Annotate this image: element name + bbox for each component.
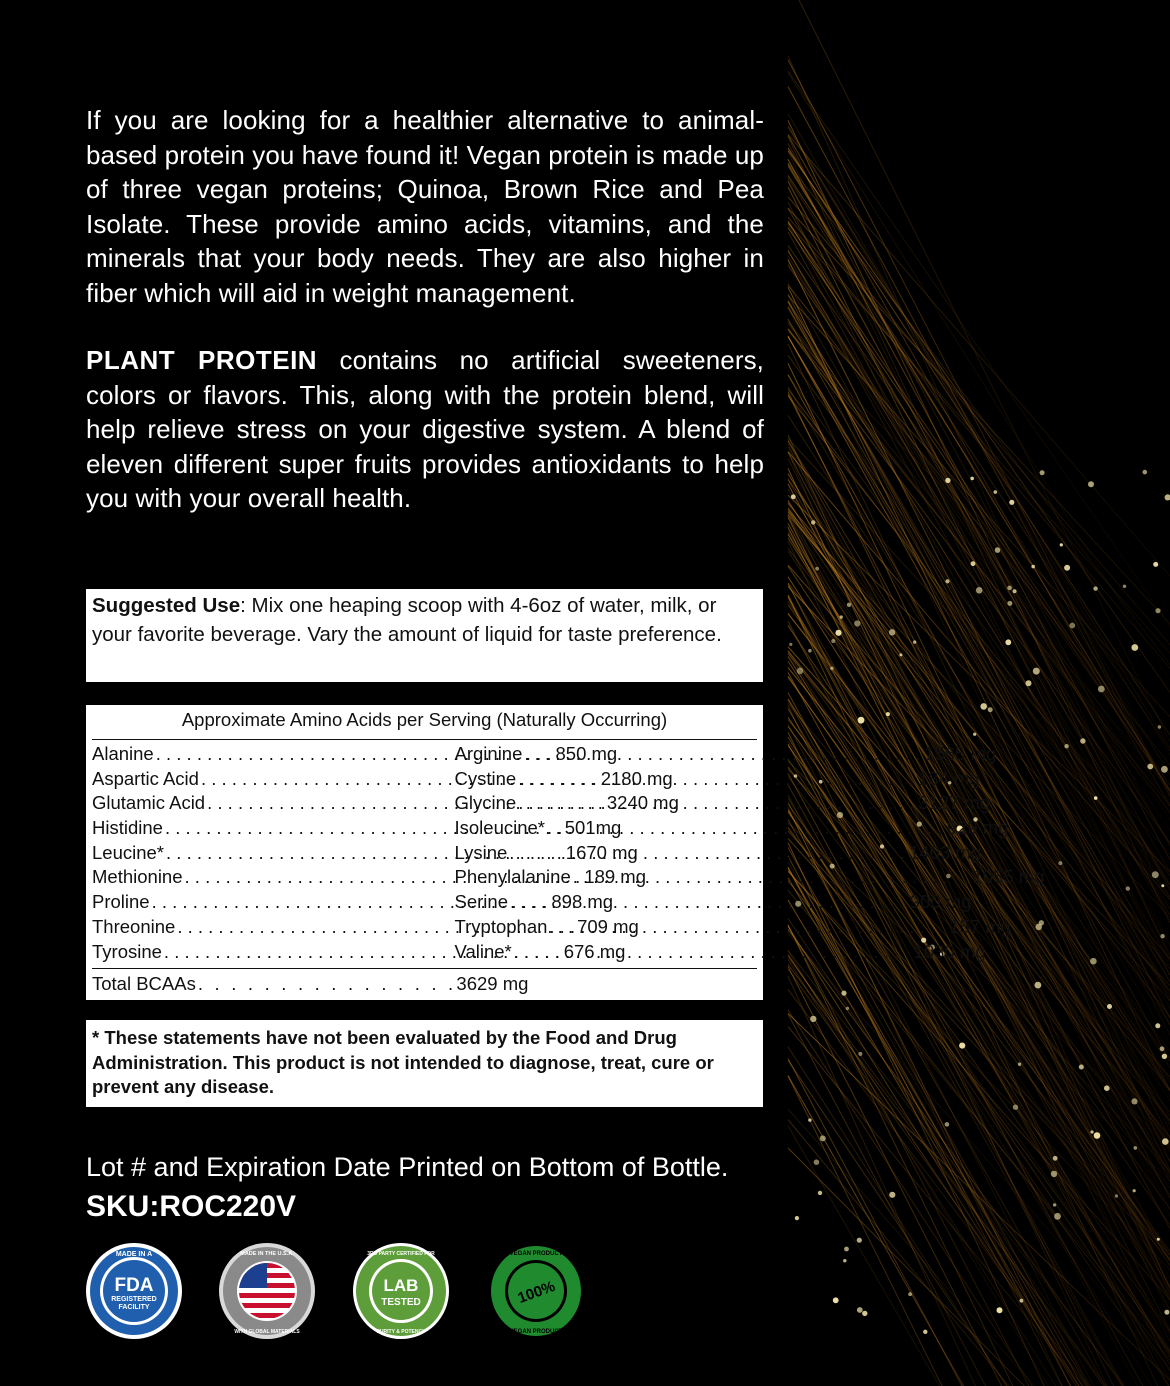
amino-value: 1403 mg (909, 841, 982, 863)
sparkle-dot (889, 629, 895, 635)
sparkle-dot (1165, 494, 1170, 500)
sparkle-dot (1018, 1063, 1021, 1066)
amino-value: 157 mg (949, 915, 1011, 937)
sparkle-dot (1088, 481, 1094, 487)
sparkle-dot (1164, 1310, 1169, 1315)
sparkle-dot (1147, 764, 1153, 770)
sparkle-dot (1013, 589, 1017, 593)
leader-dots (164, 841, 562, 866)
sparkle-dot (945, 478, 950, 483)
sparkle-dot (857, 1307, 863, 1313)
sparkle-dot (808, 649, 812, 653)
intro-paragraph-2-text: contains no artificial sweeteners, colors or flavors. This, along with the protein blend, will help relieve stress on your digestive system. A blend of eleven different super fruits provides antioxidants to help you with your overall health. (86, 345, 765, 514)
sparkle-dot (889, 1192, 895, 1198)
sparkle-dot (840, 615, 843, 618)
sparkle-dot (973, 733, 976, 736)
amino-name: Methionine (92, 866, 183, 888)
amino-name: Cystine (454, 767, 517, 789)
lab-tested-badge (351, 1241, 451, 1341)
sparkle-dot (1064, 744, 1068, 748)
amino-value: 1670 mg (565, 841, 638, 863)
sparkle-dot (1152, 871, 1159, 878)
sparkle-dot (1054, 1213, 1061, 1220)
sparkle-dot (1098, 686, 1105, 693)
sparkle-dot (1158, 725, 1161, 728)
amino-value: 184 mg (917, 767, 980, 789)
sku-code: SKU:ROC220V (86, 1190, 297, 1223)
sparkle-dot (980, 703, 987, 710)
amino-name: Histidine (92, 817, 163, 839)
intro-paragraph-2 (86, 343, 764, 516)
sparkle-dot (1005, 639, 1011, 645)
amino-value: 2180 mg (600, 767, 673, 789)
sparkle-dot (846, 1007, 849, 1010)
light-ray (788, 245, 1170, 789)
sparkle-dot (841, 991, 846, 996)
sparkle-dot (858, 1052, 862, 1056)
amino-name: Tryptophan (454, 915, 548, 937)
fda-disclaimer-box: * These statements have not been evaluated by the Food and Drug Administration. This product is not intended to diagnose, treat, cure or prevent any disease. (86, 1020, 763, 1107)
sparkle-dot (1035, 982, 1042, 989)
sparkle-dot (988, 707, 993, 712)
sparkle-dot (835, 630, 841, 636)
sparkle-dot (1143, 470, 1148, 475)
amino-name: Glutamic Acid (92, 792, 206, 814)
fda-badge-top-text: MADE IN A (115, 1251, 153, 1258)
sparkle-dot (1007, 601, 1012, 606)
sparkle-dot (1160, 934, 1164, 938)
sparkle-dot (1060, 543, 1063, 546)
sparkle-dot (908, 1292, 912, 1296)
sparkle-dot (818, 1191, 822, 1195)
usa-badge-top-text: MADE IN THE U.S.A. (240, 1251, 294, 1257)
sparkle-dot (994, 490, 998, 494)
amino-name: Serine (454, 891, 508, 913)
sparkle-dot (976, 587, 983, 594)
sparkle-dot (1160, 1046, 1165, 1051)
amino-value: 850 mg (555, 743, 618, 764)
leader-dots (183, 865, 581, 890)
amino-value: 501mg (564, 817, 622, 839)
sparkle-dot (899, 653, 902, 656)
amino-value: 898 mg (551, 891, 614, 913)
sparkle-dot (789, 643, 792, 646)
sparkle-dot (811, 520, 815, 524)
sparkle-dot (1090, 958, 1097, 965)
fda-badge-sub1: REGISTERED (111, 1296, 157, 1303)
amino-value: 929 mg (946, 817, 1009, 839)
amino-name: Tyrosine (92, 940, 162, 962)
sparkle-dot (945, 1122, 950, 1127)
amino-value: 1565 mg (924, 743, 997, 764)
sparkle-dot (913, 640, 916, 643)
sparkle-dot (1020, 1299, 1024, 1303)
leader-dots (150, 890, 548, 915)
sparkle-dot (1094, 1132, 1101, 1139)
sparkle-dot (854, 620, 860, 626)
sparkle-dot (1026, 680, 1032, 686)
sparkle-dot (1094, 796, 1098, 800)
suggested-use-text: : Mix one heaping scoop with 4-6oz of water, milk, or your favorite beverage. Vary the amount of liquid for taste preference. (92, 594, 722, 646)
sparkle-dot (1033, 668, 1040, 675)
sparkle-dot (808, 1118, 811, 1121)
sparkle-dot (1107, 1004, 1112, 1009)
sparkle-dot (1162, 1054, 1167, 1059)
sparkle-dot (971, 561, 976, 566)
sparkle-dot (1126, 886, 1130, 890)
sparkle-dot (886, 712, 890, 716)
sparkle-dot (843, 1259, 846, 1262)
sparkle-dot (1104, 1085, 1110, 1091)
sparkle-dot (1053, 1156, 1058, 1161)
sparkle-dot (1069, 623, 1075, 629)
sparkle-dot (923, 1330, 927, 1334)
sparkle-dot (1153, 562, 1158, 567)
amino-value: 1030 mg (913, 940, 986, 962)
leader-dots (154, 742, 552, 767)
amino-value: 900 mg (909, 891, 972, 913)
sparkle-dot (1053, 1203, 1056, 1206)
fda-badge-main-text: FDA (114, 1275, 154, 1296)
vegan-badge-top-text: VEGAN PRODUCT (509, 1251, 563, 1257)
sparkle-dot (810, 1016, 816, 1022)
total-bcaa-row: Total BCAAs . . . . . . . . . . . . . . . . 3629 mg (92, 969, 408, 999)
amino-name: Glycine (454, 792, 517, 814)
vegan-badge-main: 100% (515, 1277, 558, 1307)
amino-name: Arginine (454, 743, 523, 764)
sparkle-dot (820, 1135, 826, 1141)
sparkle-dot (1161, 766, 1168, 773)
sparkle-dot (1155, 608, 1160, 613)
vegan-product-badge (486, 1241, 586, 1341)
amino-value: 3127 mg (917, 792, 990, 814)
amino-acid-table (86, 705, 1045, 1000)
sparkle-dot (795, 1216, 799, 1220)
sparkle-dot (1051, 1171, 1057, 1177)
sparkle-dot (1013, 1105, 1018, 1110)
plant-protein-heading: PLANT PROTEIN (86, 345, 318, 375)
total-bcaa-label: Total BCAAs (92, 973, 196, 995)
lab-badge-main1: LAB (383, 1276, 419, 1295)
vegan-badge-bottom-text: VEGAN PRODUCT (509, 1329, 563, 1335)
sparkle-dot (995, 547, 1001, 553)
sparkle-dot (1039, 920, 1044, 925)
amino-table-heading: Approximate Amino Acids per Serving (Naturally Occurring) (92, 705, 757, 740)
leader-dots (162, 940, 560, 965)
sparkle-dot (959, 1043, 965, 1049)
amino-value: 3240 mg (606, 792, 679, 814)
suggested-use-label: Suggested Use (92, 594, 241, 617)
sparkle-dot (970, 477, 974, 481)
sparkle-dot (797, 668, 804, 675)
sparkle-dot (1080, 738, 1085, 743)
sparkle-dot (1079, 1065, 1084, 1070)
usa-badge-bottom-text: WITH GLOBAL MATERIALS (234, 1329, 300, 1335)
amino-value: 189 mg (584, 866, 647, 888)
sparkle-dot (1093, 586, 1097, 590)
amino-value: 1055 mg (972, 866, 1045, 888)
sparkle-dot (1162, 1138, 1169, 1145)
sparkle-dot (1134, 1146, 1138, 1150)
lab-badge-top-text: 3RD PARTY CERTIFIED FOR (367, 1251, 435, 1257)
lab-badge-main2: TESTED (381, 1297, 421, 1308)
amino-name: Proline (92, 891, 150, 913)
sparkle-dot (814, 1159, 820, 1165)
amino-name: Valine* (454, 940, 512, 962)
sparkle-dot (997, 1307, 1003, 1313)
amino-value: 709 mg (577, 915, 639, 937)
lot-expiration-note: Lot # and Expiration Date Printed on Bottom of Bottle. (86, 1152, 729, 1182)
total-bcaa-value: 3629 mg (456, 973, 529, 995)
leader-dots (163, 816, 561, 841)
intro-paragraph-1: If you are looking for a healthier alternative to animal-based protein you have found it! Vegan protein is made up of three vegan proteins; Quinoa, Brown Rice and Pea Isolate. These provide amino acids, vitamins, and the minerals that your body needs. They are also higher in fiber which will aid in weight management. (86, 105, 764, 308)
light-ray (788, 285, 1170, 765)
sparkle-dot (1058, 861, 1062, 865)
fda-registered-badge (84, 1241, 184, 1341)
sparkle-dot (857, 1238, 862, 1243)
sparkle-dot (1131, 644, 1138, 651)
amino-name: Aspartic Acid (92, 767, 199, 789)
sparkle-dot (858, 717, 865, 724)
sparkle-dot (1157, 1238, 1160, 1241)
sparkle-dot (833, 1297, 839, 1303)
sparkle-dot (830, 667, 833, 670)
amino-name: Lysine (454, 841, 508, 863)
amino-name: Threonine (92, 915, 176, 937)
sparkle-dot (1031, 565, 1035, 569)
fda-badge-sub2: FACILITY (118, 1304, 150, 1311)
amino-name: Isoleucine* (454, 817, 546, 839)
leader-dots (199, 767, 597, 792)
sparkle-dot (1064, 565, 1070, 571)
sparkle-dot (1090, 1130, 1093, 1133)
amino-name: Leucine* (92, 841, 165, 863)
sparkle-dot (844, 1247, 849, 1252)
sparkle-dot (831, 639, 835, 643)
sparkle-dot (1040, 470, 1045, 475)
sparkle-dot (1115, 1194, 1118, 1197)
sparkle-dot (847, 603, 851, 607)
sparkle-dot (862, 1311, 867, 1316)
sparkle-dot (1133, 1189, 1136, 1192)
sparkle-dot (945, 579, 949, 583)
sparkle-dot (815, 567, 819, 571)
sparkle-dot (1155, 1023, 1160, 1028)
sparkle-dot (791, 494, 796, 499)
leader-dots (175, 915, 573, 940)
sparkle-dot (1123, 585, 1126, 588)
light-ray (788, 217, 1170, 668)
sparkle-dot (1007, 586, 1012, 591)
made-in-usa-badge (217, 1241, 317, 1341)
suggested-use-box (86, 589, 763, 682)
light-ray (788, 143, 1170, 846)
amino-name: Alanine (92, 743, 154, 764)
amino-name: Phenylalanine (454, 866, 571, 888)
amino-value: 676 mg (563, 940, 626, 962)
sparkle-dot (1009, 500, 1014, 505)
sparkle-dot (1131, 1098, 1137, 1104)
leader-dots (205, 791, 603, 816)
lab-badge-bottom-text: PURITY & POTENCY (376, 1329, 426, 1335)
sparkle-dot (1161, 884, 1164, 887)
